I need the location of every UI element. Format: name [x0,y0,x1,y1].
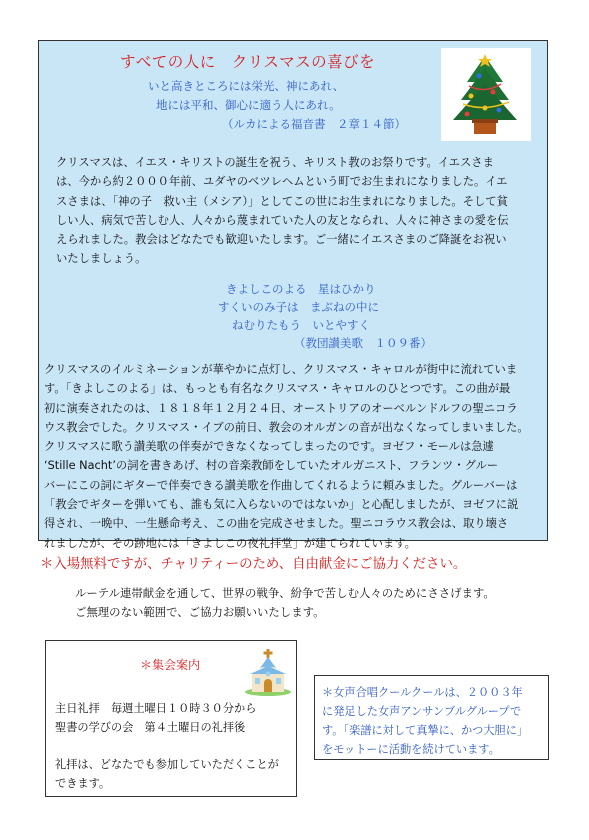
story-line: クリスマスのイルミネーションが華やかに点灯し、クリスマス・キャロルが街中に流れていま [44,363,518,376]
choir-line: をモットーに活動を続けています。 [322,743,500,756]
meeting-note: できます。 [55,777,111,790]
verse-line: 地には平和、御心に適う人にあれ。 [156,98,341,112]
hymn-line: すくいのみ子は まぶねの中に [218,300,379,314]
verse-line: いと高きところには栄光、神にあれ、 [148,79,345,93]
story-paragraph [44,360,542,553]
charity-line: ルーテル連帯献金を通して、世界の戦争、紛争で苦しむ人々のためにささげます。 [75,586,495,600]
meeting-title: ＊集会案内 [140,658,201,672]
chapel-icon [244,648,292,696]
charity-headline: ＊入場無料ですが、チャリティーのため、自由献金にご協力ください。 [40,557,467,572]
story-line: クリスマスに歌う讃美歌の伴奏ができなくなってしまったのです。ヨゼフ・モールは急遽 [44,440,494,454]
story-line: 得され、一晩中、一生懸命考え、この曲を完成させました。聖ニコラウス教会は、取り壊さ [44,517,509,531]
intro-line: スさまは、「神の子 救い主（メシア）」としてこの世にお生まれになりました。そして貧 [56,194,508,208]
choir-line: ＊女声合唱クールクールは、２００３年 [322,686,523,699]
christmas-tree-icon [441,48,531,141]
story-line: バーにこの詞にギターで伴奏できる讃美歌を作曲してくれるように頼みました。グルーバーは [44,478,518,492]
choir-line: す。「楽譜に対して真摯に、かつ大胆に」 [322,724,529,737]
verse-citation: （ルカによる福音書 ２章１４節） [222,117,406,131]
intro-line: いたしましょう。 [56,252,147,266]
story-line: 「教会でギターを弾いても、誰も気に入らないのではないか」と心配しましたが、ヨゼフに説 [44,498,519,512]
story-line: れましたが、その跡地には「きよしこの夜礼拝堂」が建てられています。 [44,536,416,550]
intro-paragraph [56,153,540,269]
hymn-citation: （教団讃美歌 １０９番） [294,336,432,350]
choir-line: に発足した女声アンサンブルグループで [322,705,522,718]
intro-line: は、今から約２０００年前、ユダヤのベツレヘムという町でお生まれになりました。イエ [56,175,508,189]
hymn-line: きよしこのよる 星はひかり [226,282,376,296]
intro-line: えられました。教会はどなたでも歓迎いたします。ご一緒にイエスさまのご降誕をお祝い [56,233,507,247]
meeting-line: 聖書の学びの会 第４土曜日の礼拝後 [55,721,246,734]
intro-line: しい人、病気で苦しむ人、人々から蔑まれていた人の友となられ、人々に神さまの愛を伝 [56,213,509,227]
charity-line: ご無理のない範囲で、ご協力お願いいたします。 [75,605,325,619]
story-line: す。「きよしこのよる」は、もっとも有名なクリスマス・キャロルのひとつです。この曲が最 [44,382,511,396]
meeting-note: 礼拝は、どなたでも参加していただくことが [55,758,279,771]
page-title: すべての人に クリスマスの喜びを [120,53,376,71]
intro-line: クリスマスは、イエス・キリストの誕生を祝う、キリスト教のお祭りです。イエスさま [56,156,494,169]
story-line: ウス教会でした。クリスマス・イブの前日、教会のオルガンの音が出なくなってしまいました。 [44,420,529,434]
story-line: ‘Stille Nacht’の詞を書きあげ、村の音楽教師をしていたオルガニスト、フランツ・グルー [44,459,499,473]
hymn-line: ねむりたもう いとやすく [232,318,370,332]
meeting-line: 主日礼拝 毎週土曜日１０時３０分から [55,702,257,715]
story-line: 初に演奏されたのは、１８１８年１２月２４日、オーストリアのオーベルンドルフの聖ニコラ [44,401,518,415]
